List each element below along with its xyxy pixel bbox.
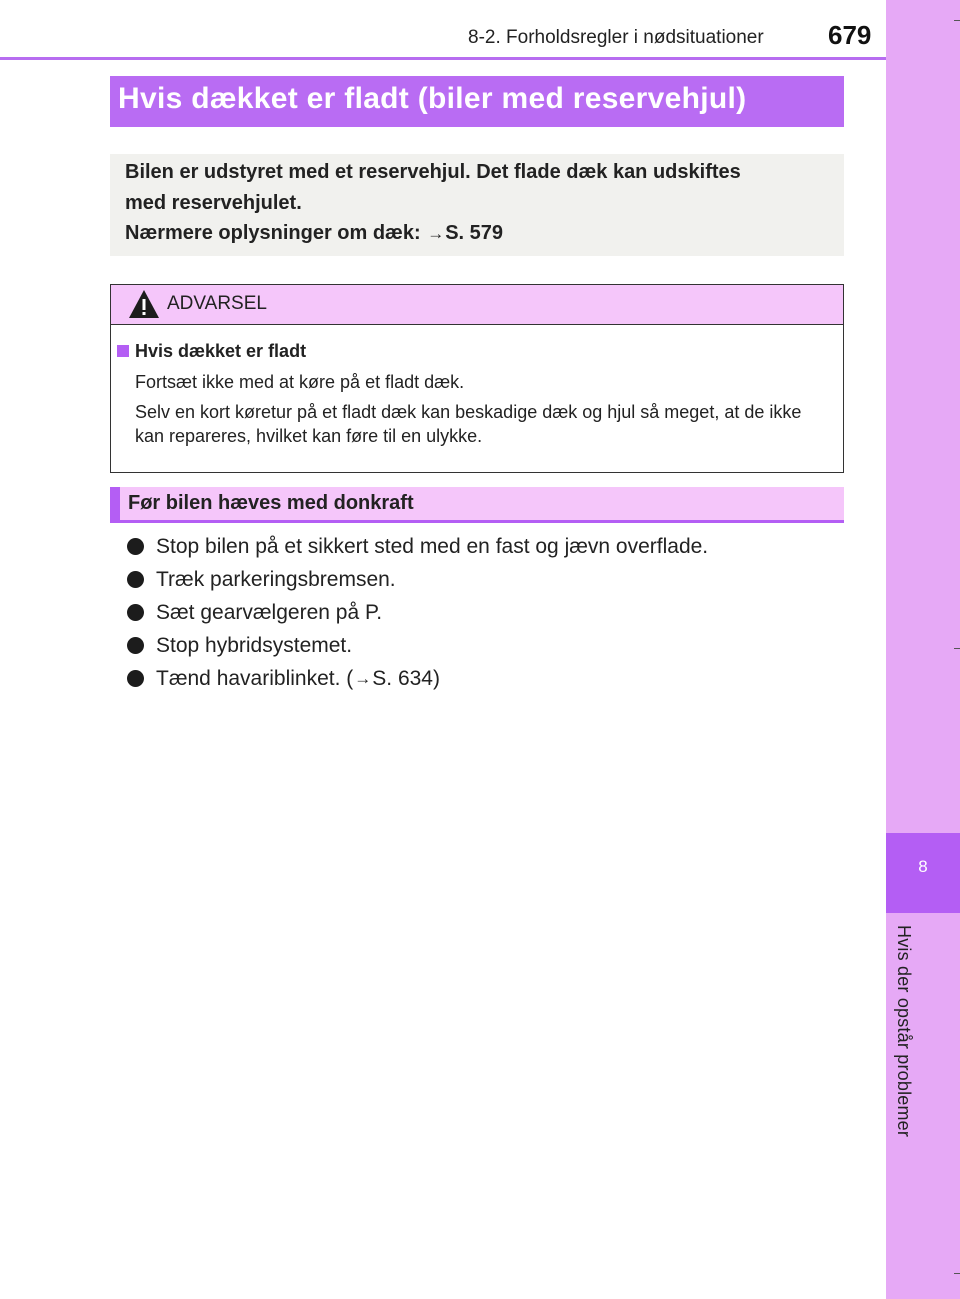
crop-mark [954, 1273, 960, 1274]
subheading-banner [110, 487, 844, 523]
subheading-accent-bar [110, 487, 120, 520]
intro-line: med reservehjulet. [125, 191, 302, 214]
bullet-list [124, 530, 708, 695]
page-reference-link[interactable]: S. 634) [372, 666, 440, 690]
main-title: Hvis dækket er fladt (biler med reservehjul) [118, 82, 747, 115]
crop-mark [954, 648, 960, 649]
warning-heading [117, 341, 306, 362]
bullet-dot-icon [127, 538, 144, 555]
main-title-banner [110, 76, 844, 127]
list-item-text: Stop bilen på et sikkert sted med en fast og jævn overflade. [156, 534, 709, 558]
intro-line: Bilen er udstyret med et reservehjul. Det flade dæk kan udskiftes [125, 161, 741, 183]
list-item-text: Stop hybridsystemet. [156, 633, 353, 657]
warning-label: ADVARSEL [167, 293, 267, 314]
intro-box [110, 154, 844, 256]
warning-triangle-icon [128, 289, 160, 319]
arrow-right-icon: → [427, 224, 445, 243]
list-item [124, 662, 708, 695]
list-item-text: Tænd havariblinket. ( [156, 666, 354, 690]
bullet-dot-icon [127, 637, 144, 654]
warning-heading-text: Hvis dækket er fladt [135, 341, 307, 361]
list-item [124, 629, 708, 662]
page-reference-link[interactable]: S. 579 [445, 222, 504, 244]
header-divider [0, 57, 886, 60]
intro-reference-label: Nærmere oplysninger om dæk: [125, 222, 427, 244]
bullet-dot-icon [127, 670, 144, 687]
arrow-right-icon: → [354, 668, 372, 688]
side-chapter-number: 8 [886, 833, 960, 913]
header-section-title: 8-2. Forholdsregler i nødsituationer [468, 27, 764, 48]
side-chapter-title: Hvis der opstår problemer [894, 925, 914, 1138]
list-item-text: Træk parkeringsbremsen. [156, 567, 396, 591]
bullet-dot-icon [127, 604, 144, 621]
subheading: Før bilen hæves med donkraft [128, 492, 414, 514]
square-bullet-icon [117, 345, 129, 357]
bullet-dot-icon [127, 571, 144, 588]
list-item-text: Sæt gearvælgeren på P. [156, 600, 383, 624]
crop-mark [954, 20, 960, 21]
list-item [124, 530, 708, 563]
warning-header [111, 285, 843, 325]
intro-reference-line [125, 218, 829, 250]
warning-box [110, 284, 844, 473]
warning-text: Fortsæt ikke med at køre på et fladt dæk. [135, 372, 465, 392]
list-item [124, 563, 708, 596]
warning-text: Selv en kort køretur på et fladt dæk kan beskadige dæk og hjul så meget, at de ikke kan repareres, hvilket kan føre til en ulykke. [135, 402, 802, 446]
list-item [124, 596, 708, 629]
page-number: 679 [828, 20, 872, 50]
